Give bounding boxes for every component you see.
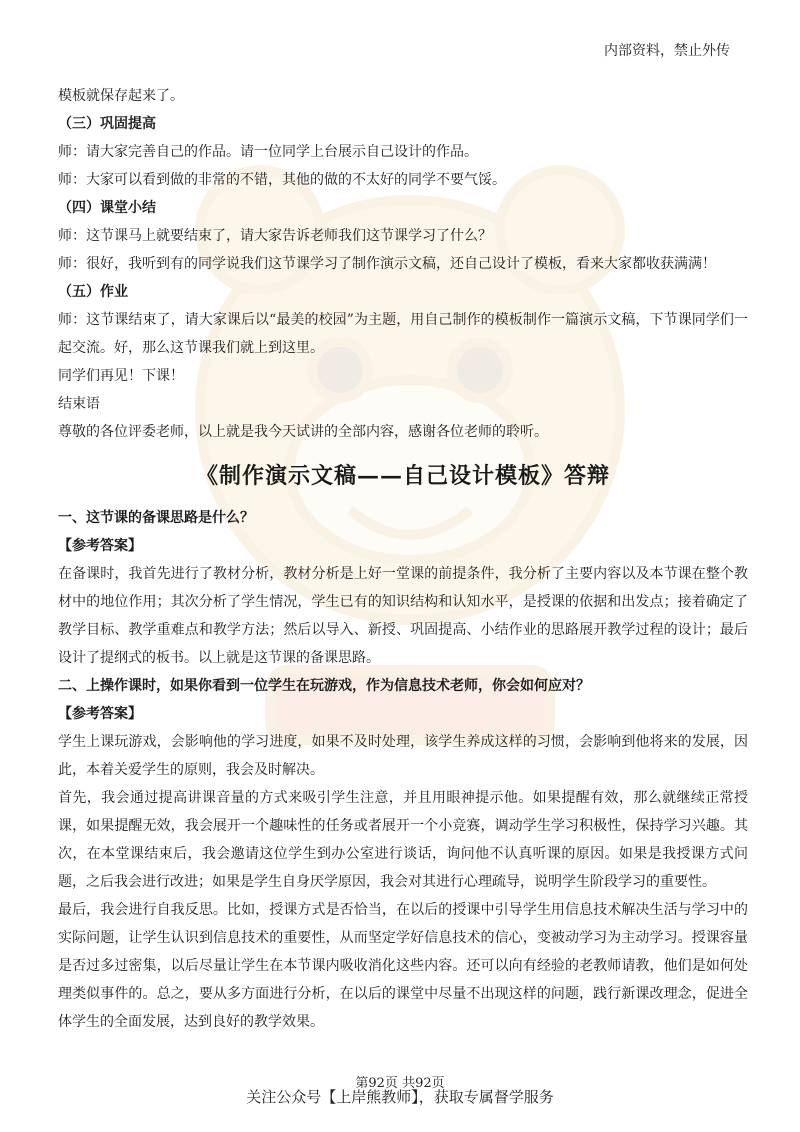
text-line: 师：很好，我听到有的同学说我们这节课学习了制作演示文稿，还自己设计了模板，看来大家都收获满满！	[58, 256, 716, 272]
section-heading: （五）作业	[58, 284, 128, 300]
text-line: 师：这节课马上就要结束了，请大家告诉老师我们这节课学习了什么？	[58, 228, 492, 244]
answer-label: 【参考答案】	[58, 538, 142, 554]
answer-2-paragraph-2: 首先，我会通过提高讲课音量的方式来吸引学生注意，并且用眼神提示他。如果提醒有效，那么就继续正常授课，如果提醒无效，我会展开一个趣味性的任务或者展开一个小竞赛，调动学生学习积极性，保持学习兴趣。其次，在本堂课结束后，我会邀请这位学生到办公室进行谈话，询问他不认真听课的原因。如果是我授课方式问题，之后我会进行改进；如果是学生自身厌学原因，我会对其进行心理疏导，说明学生阶段学习的重要性。	[58, 790, 748, 890]
question-2: 二、上操作课时，如果你看到一位学生在玩游戏，作为信息技术老师，你会如何应对？	[58, 678, 590, 694]
answer-1-text: 在备课时，我首先进行了教材分析，教材分析是上好一堂课的前提条件，我分析了主要内容以及本节课在整个教材中的地位作用；其次分析了学生情况，学生已有的知识结构和认知水平，是授课的依据和出发点；接着确定了教学目标、教学重难点和教学方法；然后以导入、新授、巩固提高、小结作业的思路展开教学过程的设计；最后设计了提纲式的板书。以上就是这节课的备课思路。	[58, 566, 748, 666]
page-number: 第92页 共92页	[355, 1076, 445, 1091]
text-line: 尊敬的各位评委老师，以上就是我今天试讲的全部内容，感谢各位老师的聆听。	[58, 424, 548, 440]
document-body	[58, 82, 748, 1036]
text-line: 同学们再见！下课！	[58, 368, 184, 384]
text-line: 模板就保存起来了。	[58, 88, 184, 104]
text-line: 师：请大家完善自己的作品。请一位同学上台展示自己设计的作品。	[58, 144, 478, 160]
footer-follow-note: 关注公众号【上岸熊教师】，获取专属督学服务	[246, 1088, 554, 1106]
defense-title: 《制作演示文稿——自己设计模板》答辩	[195, 463, 610, 489]
text-line: 结束语	[58, 396, 100, 412]
text-line: 师：大家可以看到做的非常的不错，其他的做的不太好的同学不要气馁。	[58, 172, 506, 188]
text-paragraph: 师：这节课结束了，请大家课后以“最美的校园”为主题，用自己制作的模板制作一篇演示文稿，下节课同学们一起交流。好，那么这节课我们就上到这里。	[58, 312, 748, 356]
section-heading: （三）巩固提高	[58, 116, 156, 132]
answer-2-paragraph-3: 最后，我会进行自我反思。比如，授课方式是否恰当，在以后的授课中引导学生用信息技术解决生活与学习中的实际问题，让学生认识到信息技术的重要性，从而坚定学好信息技术的信心，变被动学习为主动学习。授课容量是否过多过密集，以后尽量让学生在本节课内吸收消化这些内容。还可以向有经验的老教师请教，他们是如何处理类似事件的。总之，要从多方面进行分析，在以后的课堂中尽量不出现这样的问题，践行新课改理念，促进全体学生的全面发展，达到良好的教学效果。	[58, 902, 748, 1030]
answer-label: 【参考答案】	[58, 706, 142, 722]
section-heading: （四）课堂小结	[58, 200, 156, 216]
answer-2-paragraph-1: 学生上课玩游戏，会影响他的学习进度，如果不及时处理，该学生养成这样的习惯，会影响到他将来的发展，因此，本着关爱学生的原则，我会及时解决。	[58, 734, 748, 778]
question-1: 一、这节课的备课思路是什么？	[58, 510, 254, 526]
header-confidential-note: 内部资料，禁止外传	[604, 43, 730, 59]
